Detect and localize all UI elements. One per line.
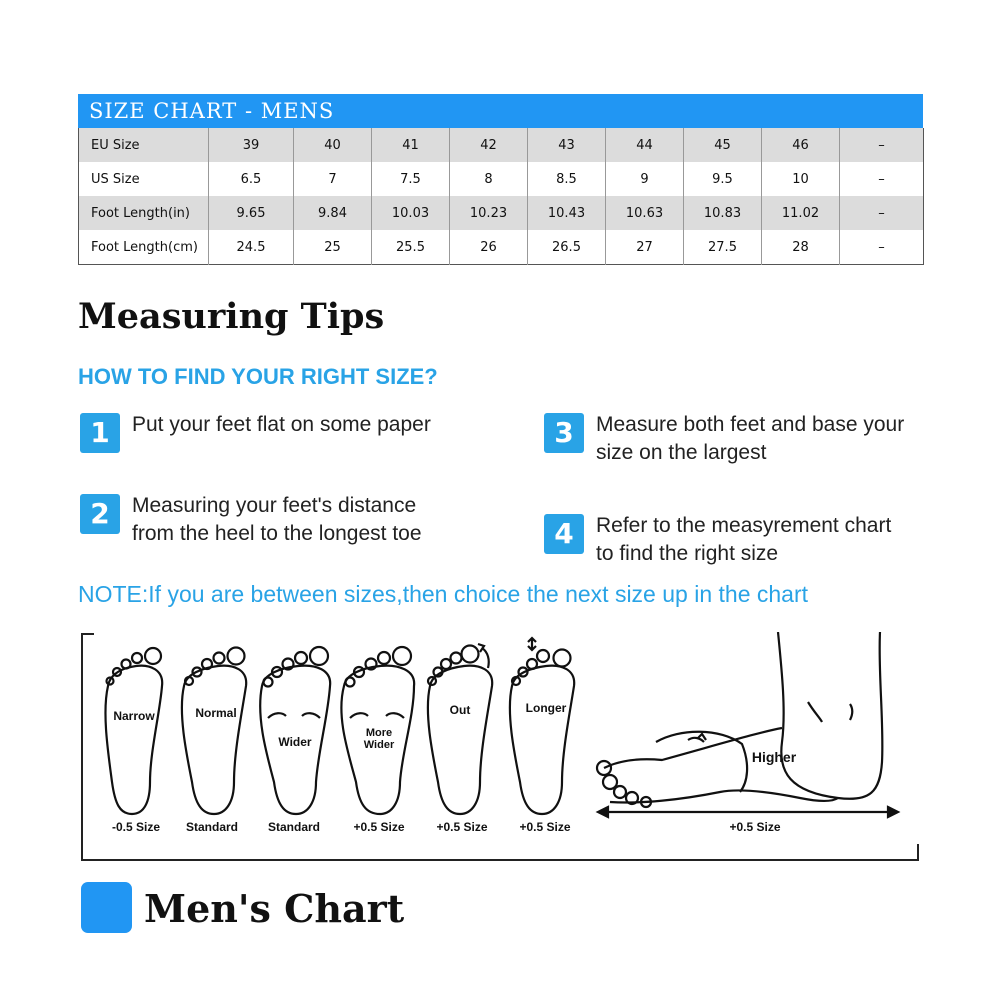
table-cell: 10.83 [684, 196, 762, 230]
sizing-note: NOTE:If you are between sizes,then choice the next size up in the chart [78, 581, 809, 607]
foot-out-icon [428, 644, 492, 814]
row-label: US Size [91, 171, 140, 187]
table-cell: 25 [294, 230, 372, 265]
table-cell: 25.5 [372, 230, 450, 265]
foot-size-label: Standard [267, 820, 321, 834]
row-label: EU Size [79, 128, 209, 162]
foot-size-label: +0.5 Size [436, 820, 488, 834]
table-cell: 46 [762, 128, 840, 162]
step-text: Refer to the measyrement chart to find the right size [596, 514, 892, 565]
table-cell: – [840, 128, 924, 162]
table-cell: 10 [762, 162, 840, 196]
table-cell: 42 [450, 128, 528, 162]
foot-size-label: +0.5 Size [353, 820, 405, 834]
table-cell: 10.63 [606, 196, 684, 230]
side-view-size-label: +0.5 Size [729, 820, 781, 834]
step-text: Put your feet flat on some paper [132, 413, 431, 436]
table-cell: 10.43 [528, 196, 606, 230]
table-row-us [79, 162, 924, 196]
foot-side-view-icon [597, 632, 882, 807]
table-cell: 8 [450, 162, 528, 196]
row-label: Foot Length(in) [79, 196, 209, 230]
table-cell: 7 [294, 162, 372, 196]
row-label: Foot Length(cm) [91, 239, 198, 255]
table-row-eu [79, 128, 924, 162]
table-cell: 41 [372, 128, 450, 162]
foot-type-label: Longer [525, 701, 567, 715]
table-cell: – [840, 162, 924, 196]
step-number-badge: 3 [544, 413, 584, 453]
foot-wider-icon [260, 647, 330, 814]
table-cell: 27.5 [684, 230, 762, 265]
table-cell: 43 [528, 128, 606, 162]
table-row-foot-cm [79, 230, 924, 265]
foot-narrow-icon [105, 648, 162, 814]
table-cell: 27 [606, 230, 684, 265]
measuring-tips-heading: Measuring Tips [78, 296, 385, 337]
table-cell: 11.02 [762, 196, 840, 230]
table-cell: 44 [606, 128, 684, 162]
how-to-find-size-heading: HOW TO FIND YOUR RIGHT SIZE? [78, 364, 438, 389]
foot-types-illustration [80, 632, 922, 868]
table-cell: 28 [762, 230, 840, 265]
foot-size-label: -0.5 Size [111, 820, 161, 834]
foot-type-label: Narrow [113, 709, 155, 723]
size-table [78, 128, 924, 265]
table-cell: 9.5 [684, 162, 762, 196]
table-cell: 10.03 [372, 196, 450, 230]
table-cell: 26.5 [528, 230, 606, 265]
table-cell: 10.23 [450, 196, 528, 230]
foot-illustration-svg [80, 632, 922, 864]
foot-type-label: Normal [195, 706, 237, 720]
accent-square [81, 882, 132, 933]
size-chart-title: SIZE CHART - MENS [78, 94, 923, 128]
step-text: Measuring your feet's distance from the heel to the longest toe [132, 494, 422, 545]
side-view-label: Higher [751, 749, 797, 765]
table-cell: 24.5 [209, 230, 294, 265]
foot-type-label: Wider [278, 735, 312, 749]
foot-normal-icon [182, 648, 246, 815]
step-number-badge: 1 [80, 413, 120, 453]
table-cell: 7.5 [372, 162, 450, 196]
table-cell: 9 [606, 162, 684, 196]
foot-size-label: +0.5 Size [519, 820, 571, 834]
table-cell: – [840, 230, 924, 265]
table-cell: 39 [209, 128, 294, 162]
length-arrow-icon [598, 807, 898, 817]
foot-type-label: Out [449, 703, 471, 717]
foot-type-label-line-2: Wider [363, 739, 395, 751]
table-cell: 6.5 [209, 162, 294, 196]
table-cell: 9.84 [294, 196, 372, 230]
mens-chart-title: Men's Chart [144, 886, 405, 931]
foot-size-label: Standard [185, 820, 239, 834]
table-cell: 8.5 [528, 162, 606, 196]
foot-type-label-line-1: More [365, 727, 393, 739]
table-cell: 40 [294, 128, 372, 162]
size-chart [78, 94, 923, 265]
table-cell: – [840, 196, 924, 230]
table-cell: 9.65 [209, 196, 294, 230]
step-number-badge: 2 [80, 494, 120, 534]
table-row-foot-in [79, 196, 924, 230]
foot-longer-icon [510, 638, 574, 814]
table-cell: 45 [684, 128, 762, 162]
step-number-badge: 4 [544, 514, 584, 554]
step-text: Measure both feet and base your size on the largest [596, 413, 905, 464]
table-cell: 26 [450, 230, 528, 265]
